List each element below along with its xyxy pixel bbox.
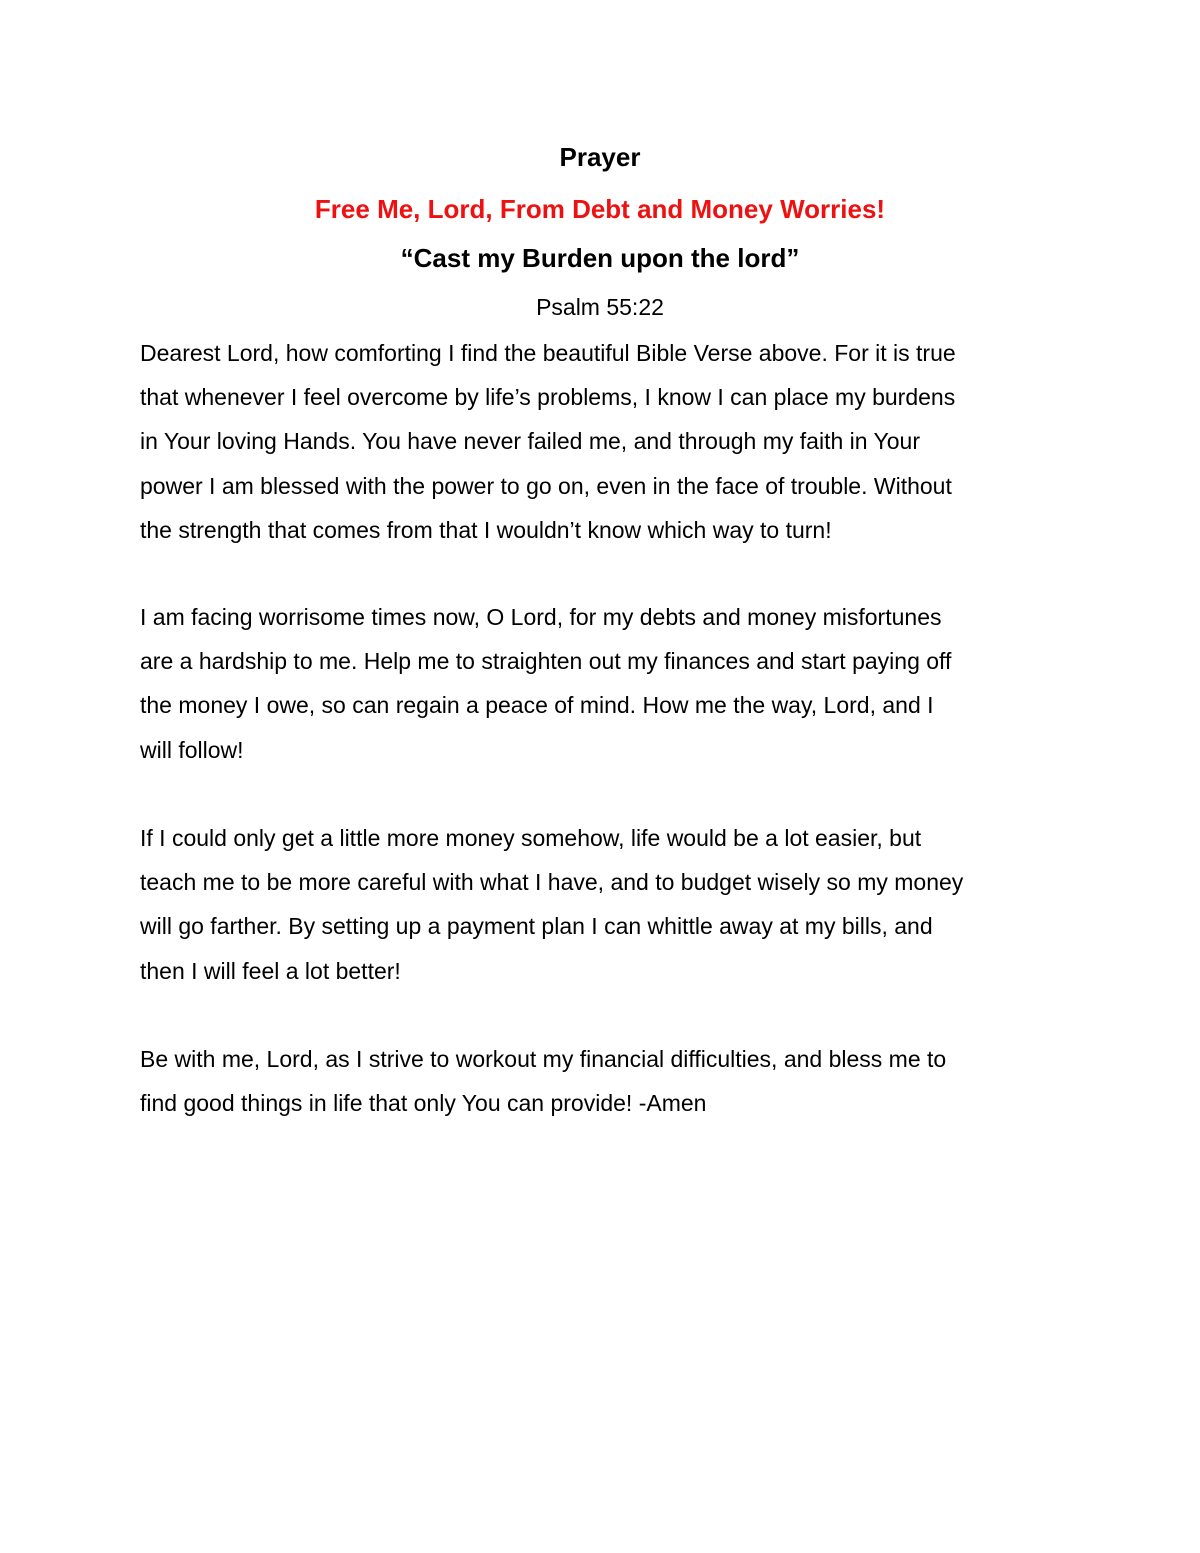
verse-quote: “Cast my Burden upon the lord”	[400, 243, 800, 273]
text-line: will follow!	[140, 736, 244, 763]
text-line: If I could only get a little more money somehow, life would be a lot easier, but	[140, 825, 922, 851]
text-line: in Your loving Hands. You have never failed me, and through my faith in Your	[140, 428, 920, 455]
text-line: power I am blessed with the power to go on, even in the face of trouble. Without	[140, 472, 952, 499]
text-line: then I will feel a lot better!	[140, 957, 401, 984]
document-title: Prayer	[559, 142, 641, 172]
text-line: Dearest Lord, how comforting I find the beautiful Bible Verse above. For it is true	[140, 340, 956, 366]
text-line: teach me to be more careful with what I have, and to budget wisely so my money	[140, 869, 964, 896]
text-line: that whenever I feel overcome by life’s problems, I know I can place my burdens	[140, 384, 956, 411]
text-line: find good things in life that only You can provide! -Amen	[140, 1090, 707, 1117]
paragraph-3	[140, 816, 1070, 993]
text-line: the money I owe, so can regain a peace of mind. How me the way, Lord, and I	[140, 692, 934, 719]
document-subtitle: Free Me, Lord, From Debt and Money Worries!	[314, 194, 886, 224]
verse-reference: Psalm 55:22	[536, 294, 664, 320]
text-line: will go farther. By setting up a payment plan I can whittle away at my bills, and	[140, 913, 933, 940]
text-line: the strength that comes from that I wouldn’t know which way to turn!	[140, 516, 832, 543]
paragraph-4	[140, 1037, 1070, 1125]
text-line: are a hardship to me. Help me to straighten out my finances and start paying off	[140, 648, 952, 675]
paragraph-1	[140, 331, 1070, 552]
paragraph-2	[140, 595, 1070, 772]
text-line: I am facing worrisome times now, O Lord, for my debts and money misfortunes	[140, 604, 942, 630]
text-line: Be with me, Lord, as I strive to workout my financial difficulties, and bless me to	[140, 1046, 947, 1072]
